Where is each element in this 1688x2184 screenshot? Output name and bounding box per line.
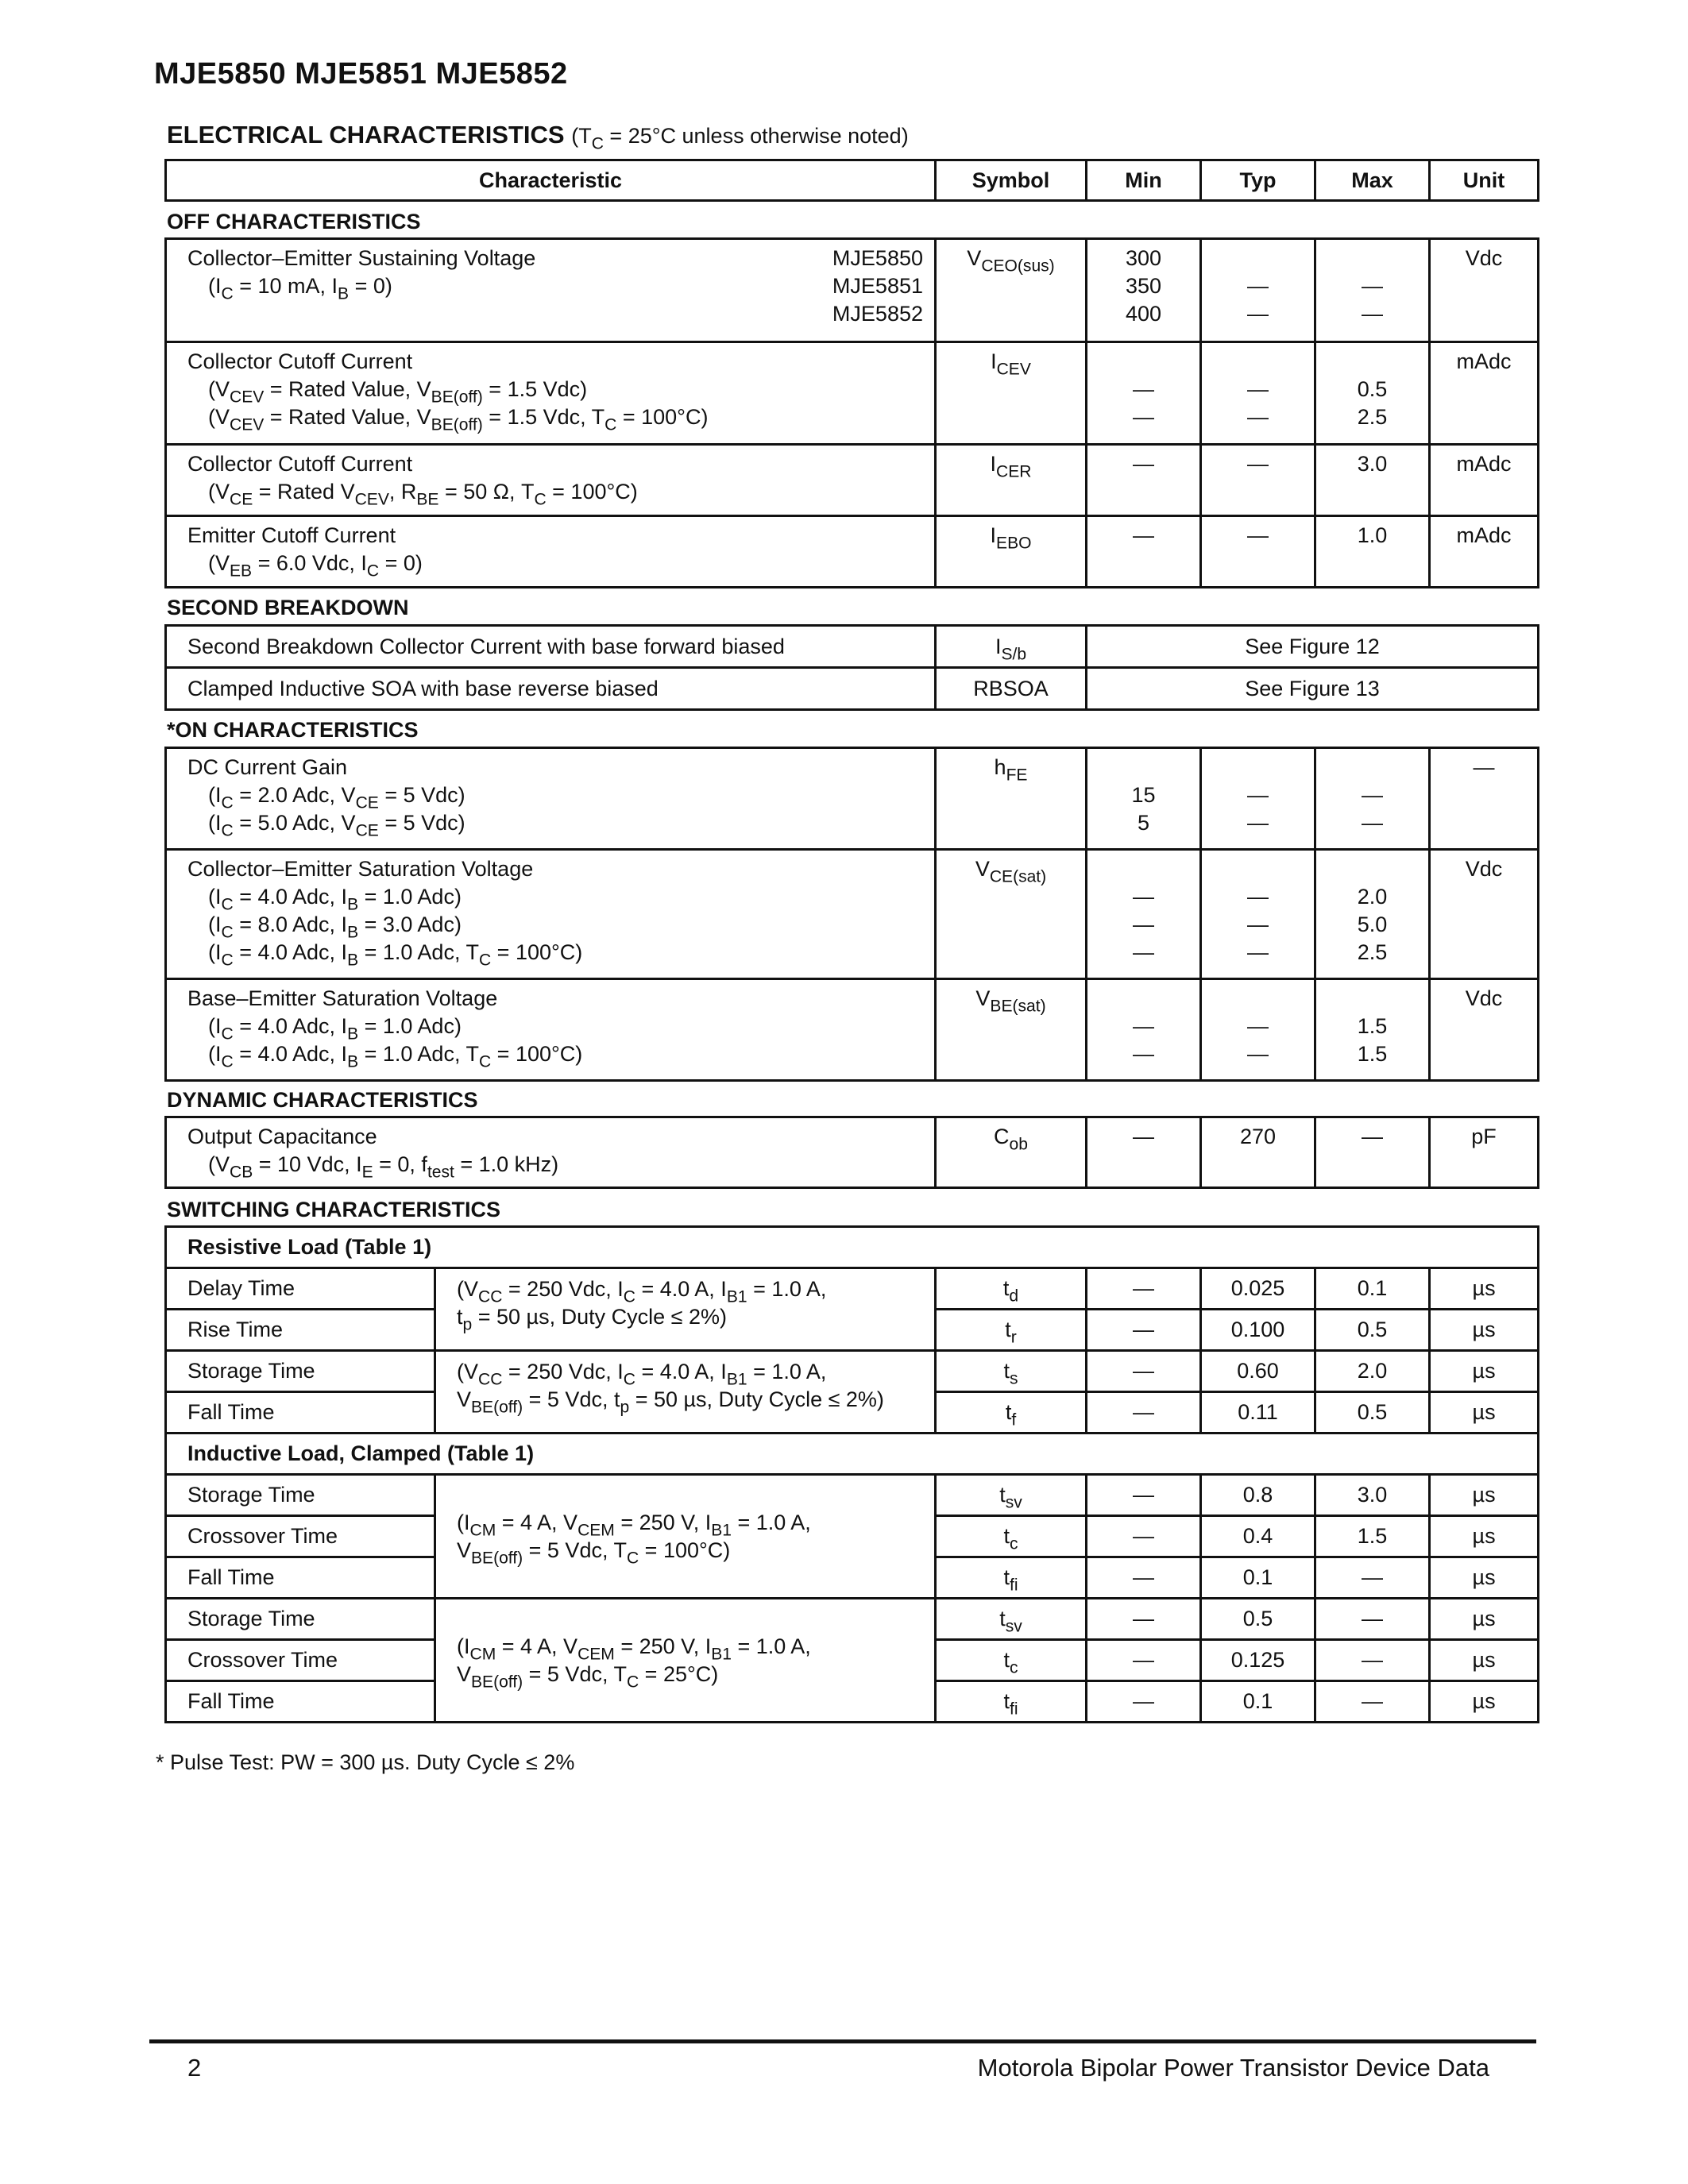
row-inductive-title: Inductive Load, Clamped (Table 1) [166,1433,1539,1475]
section-switching: SWITCHING CHARACTERISTICS [167,1198,500,1221]
second-breakdown-table [164,624,1539,711]
row-storage-time-ind-2: Storage Time ($I_{CM} = 4$ A, $V_{CEM} = 250$ V, $I_{B1} = 1.0$ A, $V_{BE(off)} = 5$ Vdc, $T_C = 25^\circ C$) $t_{sv}$ — 0.5 — µs [166,1599,1539,1640]
row-crossover-time-ind-1: Crossover Time $t_c$ — 0.4 1.5 µs [166,1516,1539,1557]
row-vcesat: Collector–Emitter Saturation Voltage ($I_C = 4.0$ Adc, $I_B = 1.0$ Adc) ($I_C = 8.0$ Adc, $I_B = 3.0$ Adc) ($I_C = 4.0$ Adc, $I_B = 1.0$ Adc, $T_C = 100^\circ C$) $V_{CE(sat)}$ — — — — — — 2.0 5.0 2.5 Vdc [166,850,1539,979]
row-fall-time-ind-1: Fall Time $t_{fi}$ — 0.1 — µs [166,1557,1539,1599]
dynamic-table [164,1116,1539,1189]
on-table [164,747,1539,1082]
row-crossover-time-ind-2: Crossover Time $t_c$ — 0.125 — µs [166,1640,1539,1681]
row-fall-time-res: Fall Time $t_f$ — 0.11 0.5 µs [166,1392,1539,1433]
row-icev: Collector Cutoff Current ($V_{CEV}$ = Rated Value, $V_{BE(off)} = 1.5$ Vdc) ($V_{CEV}$ = Rated Value, $V_{BE(off)} = 1.5$ Vdc, $T_C = 100^\circ C$) $I_{CEV}$ — — — — 0.5 2.5 mAdc [166,342,1539,445]
off-table [164,237,1539,588]
col-min: Min [1087,160,1201,201]
col-typ: Typ [1201,160,1315,201]
footer-rule [149,2039,1536,2043]
row-iebo: Emitter Cutoff Current ($V_{EB} = 6.0$ Vdc, $I_C = 0$) $I_{EBO}$ — — 1.0 mAdc [166,516,1539,588]
row-delay-time: Delay Time ($V_{CC} = 250$ Vdc, $I_C = 4.0$ A, $I_{B1} = 1.0$ A, $t_p = 50$ µs, Duty Cycle ≤ 2%) $t_d$ — 0.025 0.1 µs [166,1268,1539,1310]
section-second-breakdown: SECOND BREAKDOWN [167,596,409,619]
page-title: ELECTRICAL CHARACTERISTICS ($T_C = 25^\circ C$ unless otherwise noted) [167,121,909,153]
column-header-table [164,159,1539,202]
row-fall-time-ind-2: Fall Time $t_{fi}$ — 0.1 — µs [166,1681,1539,1723]
footnote: * Pulse Test: PW = 300 µs. Duty Cycle ≤ 2% [156,1750,575,1774]
page-number: 2 [187,2054,202,2082]
col-max: Max [1315,160,1430,201]
section-off: OFF CHARACTERISTICS [167,210,421,233]
row-rise-time: Rise Time $t_r$ — 0.100 0.5 µs [166,1310,1539,1351]
row-vceo: Collector–Emitter Sustaining Voltage MJE5850 ($I_C = 10$ mA, $I_B = 0$) MJE5851 MJE5852 $V_{CEO(sus)}$ 300 350 400 — — — — Vdc [166,239,1539,342]
row-resistive-title: Resistive Load (Table 1) [166,1227,1539,1268]
section-on: *ON CHARACTERISTICS [167,718,419,742]
row-storage-time-ind-1: Storage Time ($I_{CM} = 4$ A, $V_{CEM} = 250$ V, $I_{B1} = 1.0$ A, $V_{BE(off)} = 5$ Vdc, $T_C = 100^\circ C$) $t_{sv}$ — 0.8 3.0 µs [166,1475,1539,1516]
switching-table [164,1225,1539,1723]
col-symbol: Symbol [936,160,1087,201]
row-rbsoa: Clamped Inductive SOA with base reverse biased RBSOA See Figure 13 [166,668,1539,710]
header-part-numbers: MJE5850 MJE5851 MJE5852 [154,57,568,91]
col-characteristic: Characteristic [166,160,936,201]
row-cob: Output Capacitance ($V_{CB} = 10$ Vdc, $I_E = 0$, $f_{test} = 1.0$ kHz) $C_{ob}$ — 270 — pF [166,1117,1539,1188]
row-isb: Second Breakdown Collector Current with base forward biased $I_{S/b}$ See Figure 12 [166,626,1539,668]
row-icer: Collector Cutoff Current ($V_{CE}$ = Rated $V_{CEV}$, $R_{BE} = 50$ Ω, $T_C = 100^\circ C$) $I_{CER}$ — — 3.0 mAdc [166,445,1539,516]
section-dynamic: DYNAMIC CHARACTERISTICS [167,1088,478,1112]
col-unit: Unit [1430,160,1539,201]
row-vbesat: Base–Emitter Saturation Voltage ($I_C = 4.0$ Adc, $I_B = 1.0$ Adc) ($I_C = 4.0$ Adc, $I_B = 1.0$ Adc, $T_C = 100^\circ C$) $V_{BE(sat)}$ — — — — 1.5 1.5 Vdc [166,979,1539,1081]
row-hfe: DC Current Gain ($I_C = 2.0$ Adc, $V_{CE} = 5$ Vdc) ($I_C = 5.0$ Adc, $V_{CE} = 5$ Vdc) $h_{FE}$ 15 5 — — — — — [166,748,1539,850]
publication-title: Motorola Bipolar Power Transistor Device Data [977,2054,1489,2082]
row-storage-time-res: Storage Time ($V_{CC} = 250$ Vdc, $I_C = 4.0$ A, $I_{B1} = 1.0$ A, $V_{BE(off)} = 5$ Vdc, $t_p = 50$ µs, Duty Cycle ≤ 2%) $t_s$ — 0.60 2.0 µs [166,1351,1539,1392]
